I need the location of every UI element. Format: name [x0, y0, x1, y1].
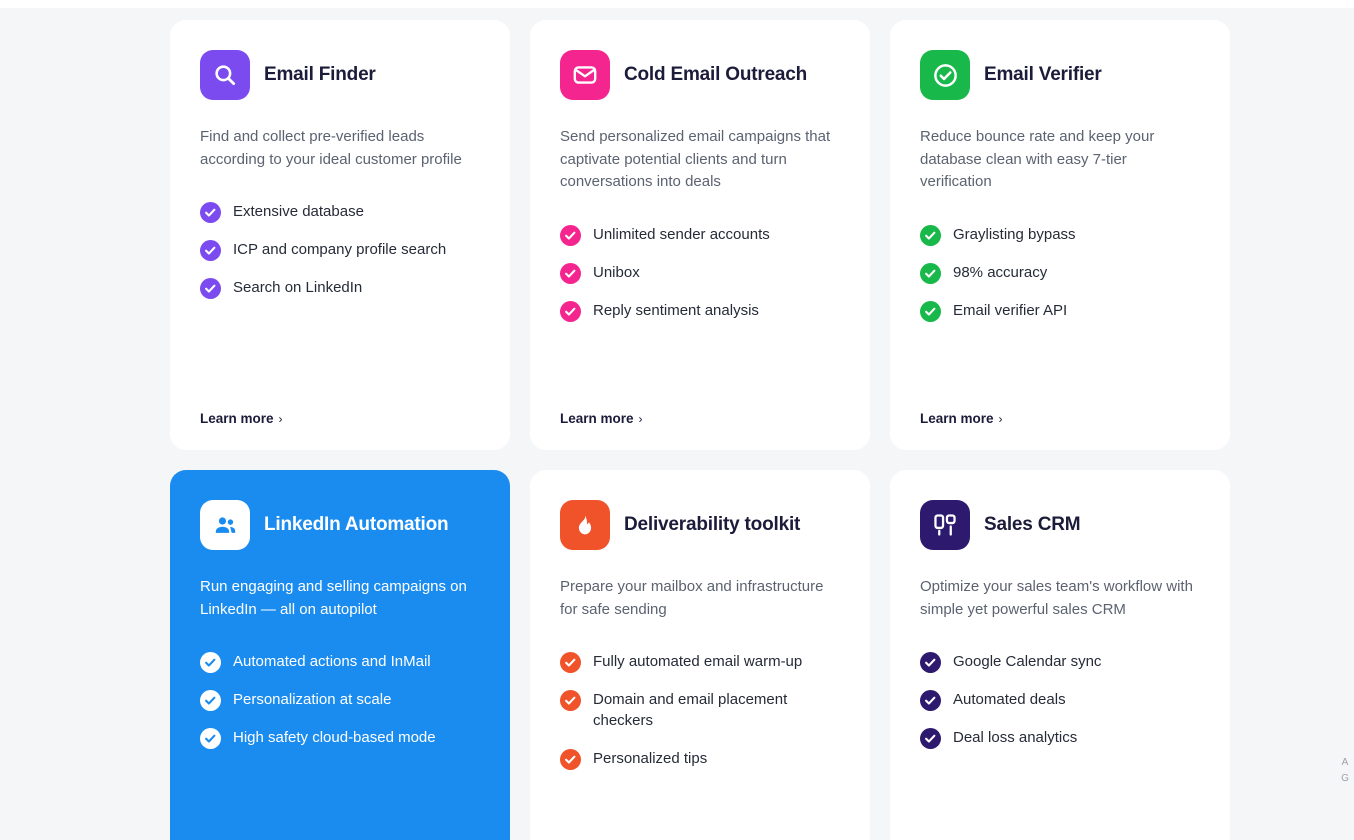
card-header: [200, 50, 480, 100]
card-description: Reduce bounce rate and keep your database clean with easy 7-tier verification: [920, 128, 1155, 190]
feature-card[interactable]: [530, 20, 870, 450]
list-item: [560, 262, 840, 284]
list-item: [560, 224, 840, 246]
learn-more-label: Learn more: [920, 411, 994, 426]
list-item: [560, 300, 840, 322]
check-icon: [560, 263, 581, 284]
envelope-icon: [560, 50, 610, 100]
card-title: Sales CRM: [984, 513, 1081, 535]
check-icon: [560, 301, 581, 322]
feature-card[interactable]: [530, 470, 870, 840]
feature-label: Automated deals: [953, 691, 1066, 708]
check-icon: [560, 652, 581, 673]
check-icon: [200, 690, 221, 711]
learn-more-label: Learn more: [200, 411, 274, 426]
card-description: Optimize your sales team's workflow with simple yet powerful sales CRM: [920, 578, 1193, 618]
list-item: [200, 689, 480, 711]
list-item: [560, 651, 840, 673]
check-icon: [920, 690, 941, 711]
top-strip: [0, 0, 1354, 8]
feature-label: Graylisting bypass: [953, 225, 1076, 243]
list-item: [200, 201, 480, 223]
feature-card[interactable]: [890, 470, 1230, 840]
list-item: [920, 651, 1200, 673]
feature-label: Search on LinkedIn: [233, 279, 363, 296]
feature-label: Personalized tips: [593, 749, 708, 767]
list-item: [920, 224, 1200, 246]
feature-list: [200, 201, 480, 299]
feature-label: Reply sentiment analysis: [593, 301, 759, 319]
feature-card[interactable]: [890, 20, 1230, 450]
card-description: Send personalized email campaigns that captivate potential clients and turn conversations into deals: [560, 128, 831, 190]
card-description: Run engaging and selling campaigns on LinkedIn — all on autopilot: [200, 578, 467, 618]
check-circle-icon: [920, 50, 970, 100]
flame-icon: [560, 500, 610, 550]
feature-list: [920, 224, 1200, 322]
check-icon: [200, 278, 221, 299]
check-icon: [560, 225, 581, 246]
feature-list: [560, 651, 840, 770]
feature-list: [920, 651, 1200, 749]
feature-list: [560, 224, 840, 322]
card-title: LinkedIn Automation: [264, 513, 449, 535]
check-icon: [920, 728, 941, 749]
list-item: [200, 651, 480, 673]
edge-letter-g: G: [1341, 773, 1349, 784]
check-icon: [920, 225, 941, 246]
feature-card[interactable]: [170, 20, 510, 450]
chevron-right-icon: ›: [638, 411, 643, 426]
check-icon: [920, 301, 941, 322]
card-header: [560, 500, 840, 550]
feature-label: Extensive database: [233, 203, 364, 220]
card-header: [200, 500, 480, 550]
list-item: [920, 727, 1200, 749]
list-item: [200, 239, 480, 261]
feature-label: Fully automated email warm-up: [593, 653, 803, 670]
feature-label: Deal loss analytics: [953, 729, 1078, 746]
learn-more-label: Learn more: [560, 411, 634, 426]
feature-label: 98% accuracy: [953, 263, 1048, 281]
feature-label: Email verifier API: [953, 301, 1068, 319]
card-title: Email Verifier: [984, 63, 1102, 85]
card-header: [920, 50, 1200, 100]
chevron-right-icon: ›: [998, 411, 1003, 426]
check-icon: [200, 728, 221, 749]
list-item: [920, 262, 1200, 284]
card-description: Prepare your mailbox and infrastructure for safe sending: [560, 578, 824, 618]
feature-label: ICP and company profile search: [233, 241, 447, 258]
check-icon: [920, 652, 941, 673]
crm-board-icon: [920, 500, 970, 550]
learn-more-link[interactable]: [560, 411, 643, 426]
check-icon: [560, 749, 581, 770]
check-icon: [920, 263, 941, 284]
feature-card-grid: [170, 20, 1230, 840]
feature-label: High safety cloud-based mode: [233, 729, 436, 746]
list-item: [200, 277, 480, 299]
chevron-right-icon: ›: [278, 411, 283, 426]
card-title: Deliverability toolkit: [624, 513, 801, 535]
card-header: [920, 500, 1200, 550]
list-item: [560, 689, 840, 732]
people-icon: [200, 500, 250, 550]
edge-letter-a: A: [1341, 757, 1349, 768]
list-item: [920, 300, 1200, 322]
feature-label: Domain and email placement checkers: [593, 691, 788, 730]
list-item: [920, 689, 1200, 711]
card-header: [560, 50, 840, 100]
feature-label: Unibox: [593, 263, 640, 281]
list-item: [200, 727, 480, 749]
card-description: Find and collect pre-verified leads according to your ideal customer profile: [200, 128, 462, 168]
check-icon: [200, 652, 221, 673]
card-title: Cold Email Outreach: [624, 63, 808, 85]
feature-label: Unlimited sender accounts: [593, 225, 770, 243]
magnifier-icon: [200, 50, 250, 100]
check-icon: [200, 202, 221, 223]
card-title: Email Finder: [264, 63, 376, 85]
feature-label: Automated actions and InMail: [233, 653, 431, 670]
feature-list: [200, 651, 480, 749]
feature-label: Personalization at scale: [233, 691, 392, 708]
feature-card[interactable]: [170, 470, 510, 840]
check-icon: [560, 690, 581, 711]
check-icon: [200, 240, 221, 261]
feature-label: Google Calendar sync: [953, 653, 1102, 670]
learn-more-link[interactable]: [920, 411, 1003, 426]
learn-more-link[interactable]: [200, 411, 283, 426]
edge-text-fragment: [1338, 755, 1352, 787]
list-item: [560, 748, 840, 770]
